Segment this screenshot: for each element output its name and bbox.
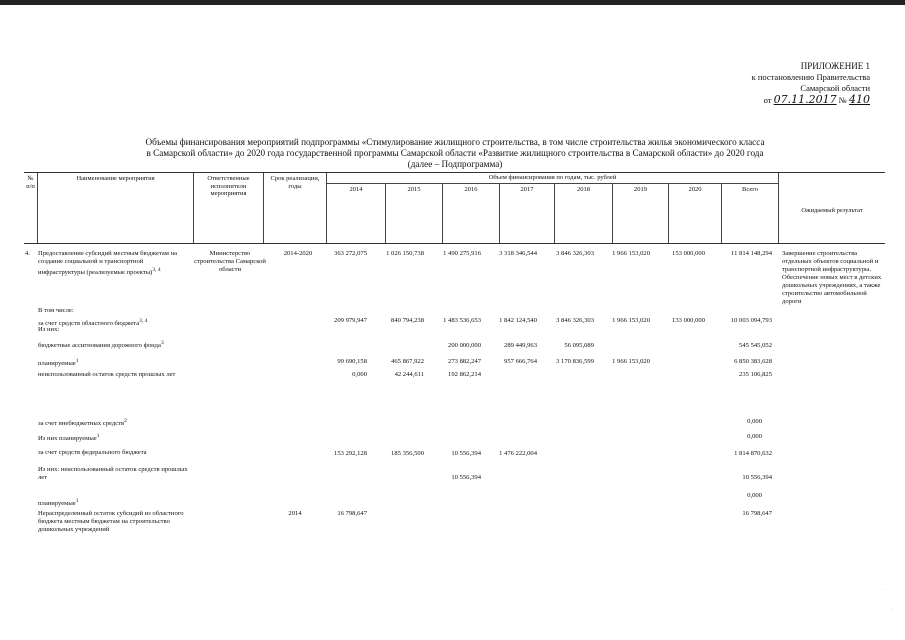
sub-row-value: 99 690,158 [337, 358, 367, 365]
header-divider [326, 183, 778, 184]
row-number: 4. [25, 250, 30, 257]
main-row-value: 1 026 150,738 [386, 250, 424, 257]
header-year: 2017 [520, 186, 534, 193]
main-row-resp: Министерство строительства Самарской области [194, 250, 266, 273]
sub-row-total: 545 545,052 [739, 342, 772, 349]
main-row-result: Завершение строительства отдельных объектов социальной и транспортной инфраструктуры. Обеспечение новых мест в детских дошкольных учреждениях, а также строительство автомобильной дороги [782, 250, 882, 305]
sub-row-label: Из них планируемые$^1$ [38, 433, 100, 443]
sub-row-value: 1 966 153,020 [612, 358, 650, 365]
header-year: 2014 [349, 186, 363, 193]
sub-row-total: 10 003 094,793 [730, 317, 772, 324]
sub-row-period: 2014 [288, 510, 302, 517]
sub-row-value: 957 666,764 [504, 358, 537, 365]
footnote-ref: 3, 4 [152, 267, 161, 273]
header-name: Наименование мероприятия [76, 175, 155, 182]
header-year: 2016 [464, 186, 478, 193]
title-line1: Объемы финансирования мероприятий подпрограммы «Стимулирование жилищного строительства, в том числе строительства жилья экономического класса [145, 137, 765, 147]
sub-row-value: 56 095,089 [564, 342, 594, 349]
sub-row-total: 0,000 [747, 418, 762, 425]
header-year: 2018 [577, 186, 590, 193]
col-divider [37, 173, 38, 243]
annex-block [700, 61, 870, 106]
sub-row-value: 10 556,394 [451, 474, 481, 481]
header-result: Ожидаемый результат [801, 207, 863, 214]
main-row-name: Предоставление субсидий местным бюджетам на создание социальной и транспортной инфраструктуры (реализуемые проекты)$^{3, 4}$ [38, 250, 178, 277]
annex-title: ПРИЛОЖЕНИЕ 1 [800, 61, 870, 71]
main-row-value: 1 490 275,916 [443, 250, 481, 257]
sub-row-total: 0,000 [747, 492, 762, 499]
scan-speck: · [885, 588, 887, 593]
sub-row-value: 273 882,247 [448, 358, 481, 365]
sub-row-value: 185 356,500 [391, 450, 424, 457]
header-period: Срок реализации, годы [270, 175, 320, 190]
sub-row-value: 289 449,963 [504, 342, 537, 349]
main-row-total: 11 814 148,294 [731, 250, 772, 257]
sub-row-value: 10 556,394 [451, 450, 481, 457]
main-row-value: 3 318 346,544 [499, 250, 537, 257]
main-row-value: 1 966 153,020 [612, 250, 650, 257]
sub-row-value: 840 794,238 [391, 317, 424, 324]
sub-row-label: Нераспределенный остаток субсидий из областного бюджета местным бюджетам на строительство дошкольных учреждений [38, 510, 184, 533]
sub-row-value: 209 979,947 [334, 317, 367, 324]
sub-row-label: бюджетные ассигнования дорожного фонда$^3$ [38, 340, 164, 350]
sub-row-value: 1 476 222,004 [499, 450, 537, 457]
main-row-value: 153 000,000 [672, 250, 705, 257]
sub-row-label: за счет средств областного бюджета$^{3, 4}$ [38, 318, 148, 328]
top-border [0, 0, 905, 5]
header-resp: Ответственные исполнители мероприятия [207, 175, 250, 197]
header-year: 2019 [634, 186, 647, 193]
sub-row-value: 465 867,922 [391, 358, 424, 365]
header-volume: Объем финансирования по годам, тыс. рублей [488, 174, 617, 181]
sub-row-total: 10 556,394 [742, 474, 772, 481]
annex-line2: к постановлению Правительства [751, 72, 870, 82]
sub-row-label: за счет средств федерального бюджета [38, 449, 147, 456]
sub-row-value: 3 170 836,599 [556, 358, 594, 365]
sub-row-value: 16 798,647 [337, 510, 367, 517]
sub-row-label: планируемые$^1$ [38, 358, 79, 368]
scan-speck: · [892, 608, 894, 613]
sub-row-value: 1 483 536,653 [443, 317, 481, 324]
table-header [24, 172, 885, 244]
main-row-period: 2014-2020 [283, 250, 313, 257]
document-title [110, 137, 800, 170]
sub-row-value: 1 842 124,540 [499, 317, 537, 324]
sub-row-label: за счет внебюджетных средств$^2$ [38, 418, 127, 428]
header-year: 2015 [407, 186, 421, 193]
sub-row-total: 235 106,825 [739, 371, 772, 378]
sub-row-total: 16 798,647 [742, 510, 772, 517]
sub-row-label: В том числе: [38, 307, 74, 314]
sub-row-value: 200 000,000 [448, 342, 481, 349]
title-line3: (далее – Подпрограмма) [407, 159, 503, 169]
sub-row-value: 192 862,214 [448, 371, 481, 378]
main-row-value: 3 846 326,303 [556, 250, 594, 257]
annex-line3: Самарской области [800, 83, 870, 93]
sub-row-value: 133 000,000 [672, 317, 705, 324]
annex-number-label: № [838, 95, 847, 105]
annex-date: 07.11.2017 [773, 93, 837, 106]
sub-row-value: 1 966 153,020 [612, 317, 650, 324]
header-total: Всего [742, 186, 758, 193]
title-line2: в Самарской области» до 2020 года государственной программы Самарской области «Развитие жилищного строительства в Самарской области» до 2020 года [146, 148, 764, 158]
sub-row-value: 3 846 326,303 [556, 317, 594, 324]
annex-from-label: от [763, 95, 772, 105]
sub-row-value: 153 292,128 [334, 450, 367, 457]
sub-row-total: 0,000 [747, 433, 762, 440]
sub-row-value: 42 244,611 [394, 371, 424, 378]
annex-date-line [700, 94, 870, 106]
sub-row-total: 6 850 383,628 [734, 358, 772, 365]
sub-row-label: Из них: неиспользованный остаток средств прошлых лет [38, 466, 188, 481]
annex-number: 410 [849, 93, 870, 106]
sub-row-label: неиспользованный остаток средств прошлых лет [38, 371, 176, 378]
sub-row-label: Из них: [38, 326, 60, 333]
sub-row-label: планируемые$^1$ [38, 498, 79, 508]
header-year: 2020 [688, 186, 702, 193]
sub-row-value: 0,000 [352, 371, 367, 378]
main-row-value: 363 272,075 [334, 250, 367, 257]
sub-row-total: 1 814 870,632 [734, 450, 772, 457]
header-no: № п/п [26, 175, 35, 190]
